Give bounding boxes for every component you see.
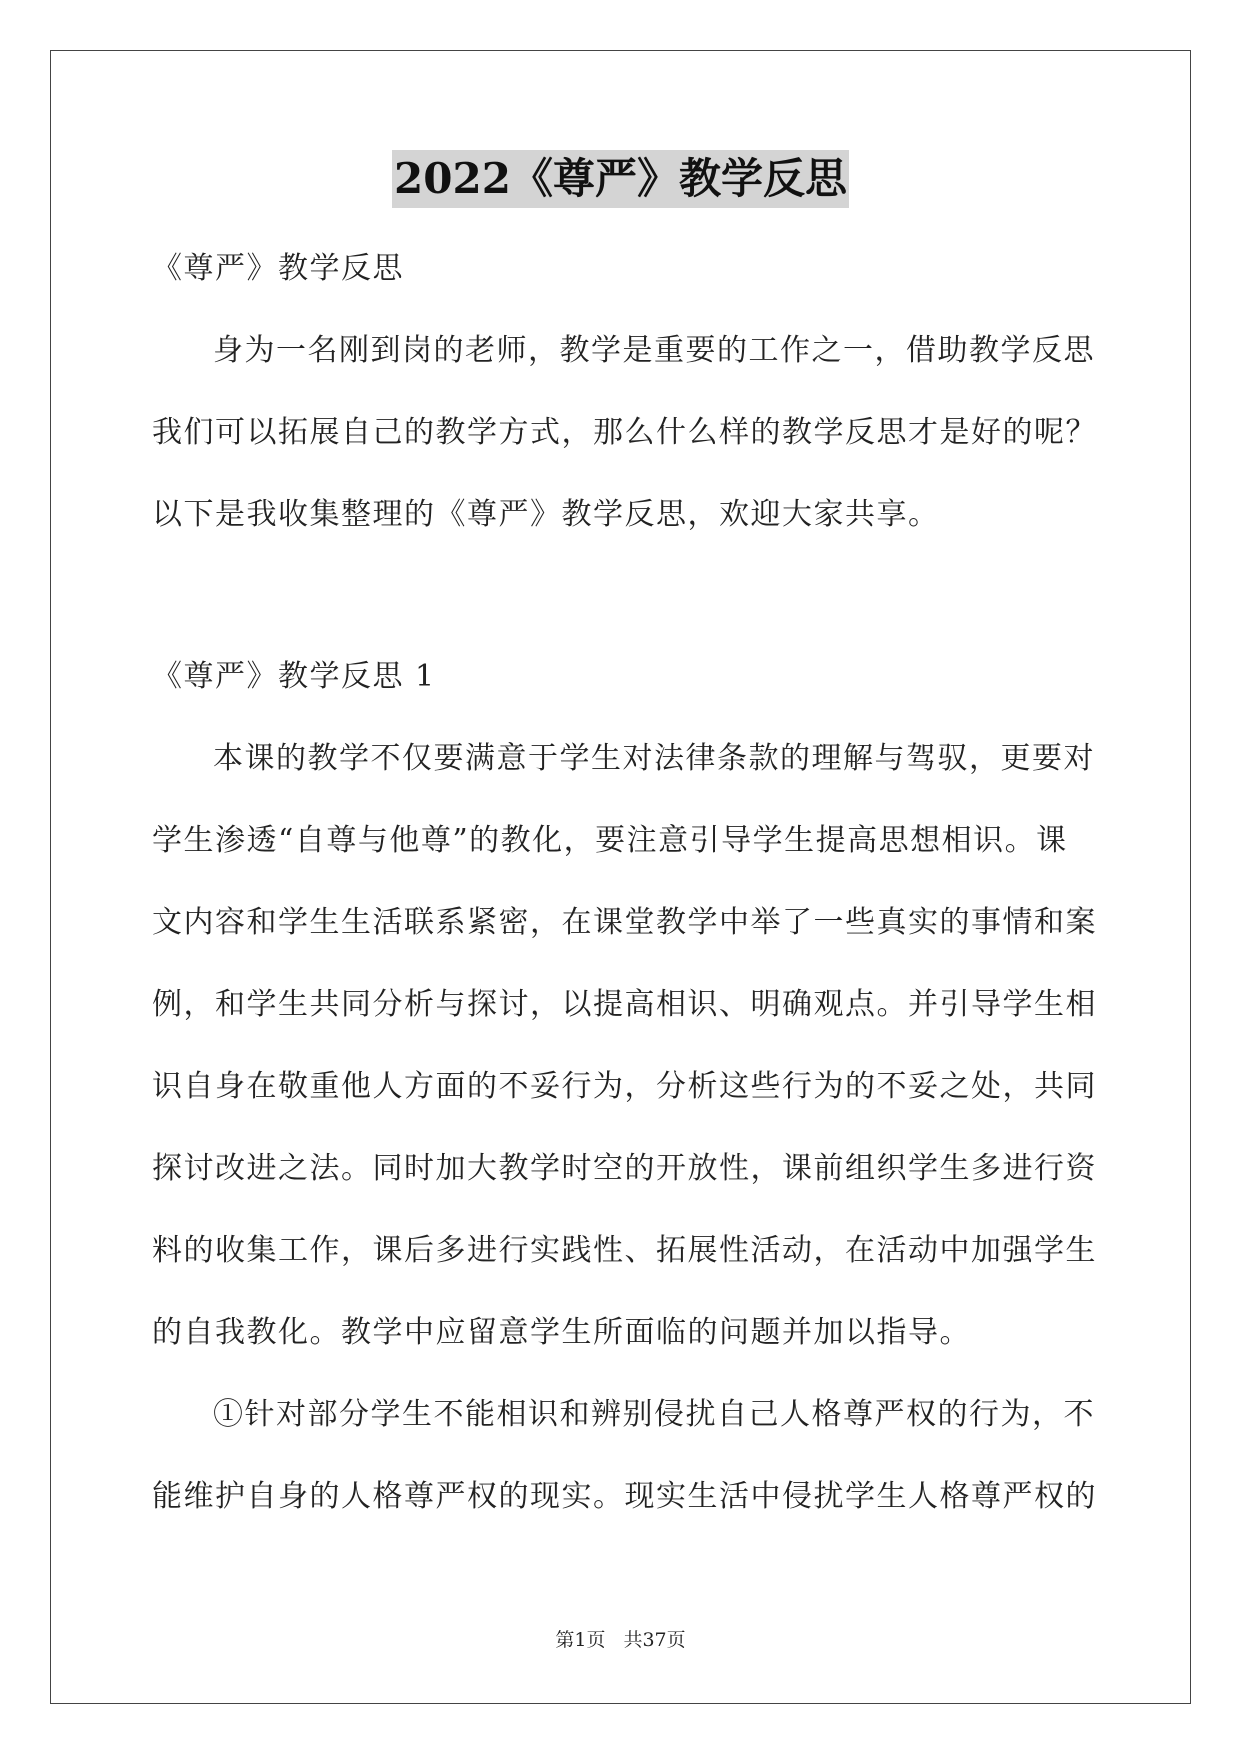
paragraph-gap — [152, 556, 1092, 636]
page-footer — [0, 1625, 1241, 1652]
paragraph-line: 本课的教学不仅要满意于学生对法律条款的理解与驾驭，更要对 — [213, 741, 1095, 776]
paragraph-line: 身为一名刚到岗的老师，教学是重要的工作之一，借助教学反思 — [213, 333, 1095, 368]
document-title: 2022《尊严》教学反思 — [392, 150, 849, 208]
paragraph-line: 探讨改进之法。同时加大教学时空的开放性，课前组织学生多进行资 — [152, 1151, 1097, 1186]
paragraph-line: 学生渗透“自尊与他尊”的教化，要注意引导学生提高思想相识。课 — [152, 823, 1068, 858]
paragraph-line: 的自我教化。教学中应留意学生所面临的问题并加以指导。 — [152, 1315, 971, 1350]
paragraph-line: 文内容和学生生活联系紧密，在课堂教学中举了一些真实的事情和案 — [152, 905, 1097, 940]
paragraph-line: 以下是我收集整理的《尊严》教学反思，欢迎大家共享。 — [152, 497, 940, 532]
section-heading: 《尊严》教学反思 — [152, 251, 404, 286]
section-heading: 《尊严》教学反思 1 — [152, 659, 436, 694]
paragraph-line: 料的收集工作，课后多进行实践性、拓展性活动，在活动中加强学生 — [152, 1233, 1097, 1268]
document-body — [152, 228, 1097, 1538]
paragraph-line: ①针对部分学生不能相识和辨别侵扰自己人格尊严权的行为，不 — [213, 1397, 1095, 1432]
paragraph-line: 能维护自身的人格尊严权的现实。现实生活中侵扰学生人格尊严权的 — [152, 1479, 1097, 1514]
title-container — [0, 150, 1241, 208]
page-number-current: 第1页 — [555, 1629, 606, 1651]
paragraph-line: 例，和学生共同分析与探讨，以提高相识、明确观点。并引导学生相 — [152, 987, 1097, 1022]
page-number-total: 共37页 — [623, 1629, 686, 1651]
paragraph-line: 识自身在敬重他人方面的不妥行为，分析这些行为的不妥之处，共同 — [152, 1069, 1097, 1104]
paragraph-line: 我们可以拓展自己的教学方式，那么什么样的教学反思才是好的呢？ — [152, 415, 1097, 450]
